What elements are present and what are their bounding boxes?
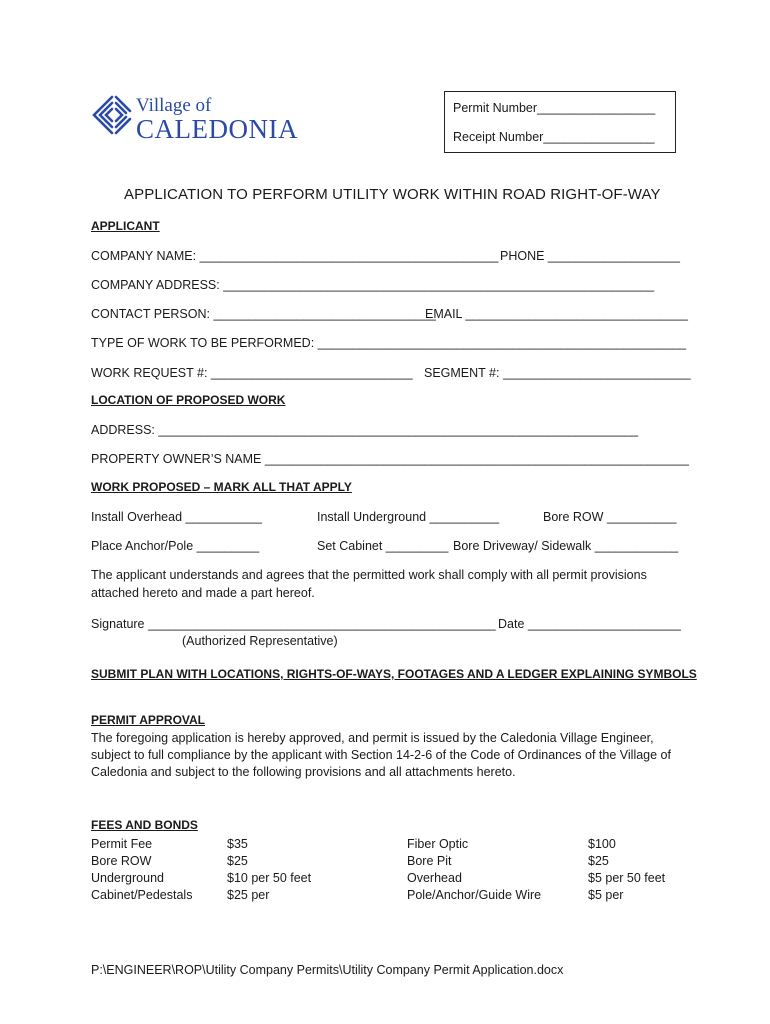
fee-label: Bore ROW [91, 854, 152, 868]
location-heading: LOCATION OF PROPOSED WORK [91, 393, 286, 407]
segment-field[interactable]: SEGMENT #: ___________________________ [424, 366, 691, 380]
email-field[interactable]: EMAIL ________________________________ [425, 307, 688, 321]
applicant-heading: APPLICANT [91, 219, 160, 233]
fee-value: $25 [227, 854, 248, 868]
logo-caledonia: CALEDONIA [136, 114, 298, 144]
company-name-field[interactable]: COMPANY NAME: ___________________________________________ [91, 249, 499, 263]
company-address-field[interactable]: COMPANY ADDRESS: ______________________________________________________________ [91, 278, 655, 292]
place-anchor-field[interactable]: Place Anchor/Pole _________ [91, 539, 260, 553]
address-field[interactable]: ADDRESS: _____________________________________________________________________ [91, 423, 639, 437]
contact-person-field[interactable]: CONTACT PERSON: ________________________________ [91, 307, 436, 321]
logo-village-of: Village of [136, 95, 212, 116]
footer-file-path: P:\ENGINEER\ROP\Utility Company Permits\Utility Company Permit Application.docx [91, 963, 564, 977]
fee-label: Fiber Optic [407, 837, 469, 851]
fee-label: Permit Fee [91, 837, 153, 851]
caledonia-logo-icon [90, 93, 134, 139]
fee-label: Underground [91, 871, 164, 885]
type-of-work-field[interactable]: TYPE OF WORK TO BE PERFORMED: _____________________________________________________ [91, 336, 687, 350]
receipt-number-field[interactable]: Receipt Number________________ [453, 130, 655, 144]
fee-label: Pole/Anchor/Guide Wire [407, 888, 542, 902]
permit-approval-heading: PERMIT APPROVAL [91, 713, 206, 727]
fees-heading: FEES AND BONDS [91, 818, 198, 832]
fee-label: Cabinet/Pedestals [91, 888, 193, 902]
fee-value: $25 per [227, 888, 270, 902]
fee-value: $100 [588, 837, 616, 851]
install-underground-field[interactable]: Install Underground __________ [317, 510, 500, 524]
fee-value: $25 [588, 854, 609, 868]
fee-label: Bore Pit [407, 854, 452, 868]
set-cabinet-field[interactable]: Set Cabinet _________ [317, 539, 449, 553]
fee-value: $35 [227, 837, 248, 851]
date-field[interactable]: Date ______________________ [498, 617, 681, 631]
install-overhead-field[interactable]: Install Overhead ___________ [91, 510, 262, 524]
authorized-representative-label: (Authorized Representative) [182, 634, 338, 648]
permit-approval-text: The foregoing application is hereby approved, and permit is issued by the Caledonia Village Engineer, subject to full compliance by the applicant with Section 14-2-6 of the Code of Ordinances of the Village of Caledonia and subject to the following provisions and all attachments hereto. [91, 731, 671, 779]
fee-label: Overhead [407, 871, 462, 885]
work-proposed-heading: WORK PROPOSED – MARK ALL THAT APPLY [91, 480, 352, 494]
fee-value: $5 per [588, 888, 624, 902]
agreement-text: The applicant understands and agrees that the permitted work shall comply with all permit provisions attached hereto and made a part hereof. [91, 568, 647, 600]
fee-value: $10 per 50 feet [227, 871, 312, 885]
fee-value: $5 per 50 feet [588, 871, 666, 885]
bore-row-field[interactable]: Bore ROW __________ [543, 510, 677, 524]
property-owner-field[interactable]: PROPERTY OWNER’S NAME _____________________________________________________________ [91, 452, 689, 466]
form-title: APPLICATION TO PERFORM UTILITY WORK WITHIN ROAD RIGHT-OF-WAY [124, 186, 661, 203]
phone-field[interactable]: PHONE ___________________ [500, 249, 681, 263]
signature-field[interactable]: Signature __________________________________________________ [91, 617, 496, 631]
work-request-field[interactable]: WORK REQUEST #: _____________________________ [91, 366, 413, 380]
submit-plan-notice: SUBMIT PLAN WITH LOCATIONS, RIGHTS-OF-WAYS, FOOTAGES AND A LEDGER EXPLAINING SYMBOLS [91, 667, 697, 681]
bore-driveway-field[interactable]: Bore Driveway/ Sidewalk ____________ [453, 539, 679, 553]
permit-number-field[interactable]: Permit Number_________________ [453, 101, 656, 115]
